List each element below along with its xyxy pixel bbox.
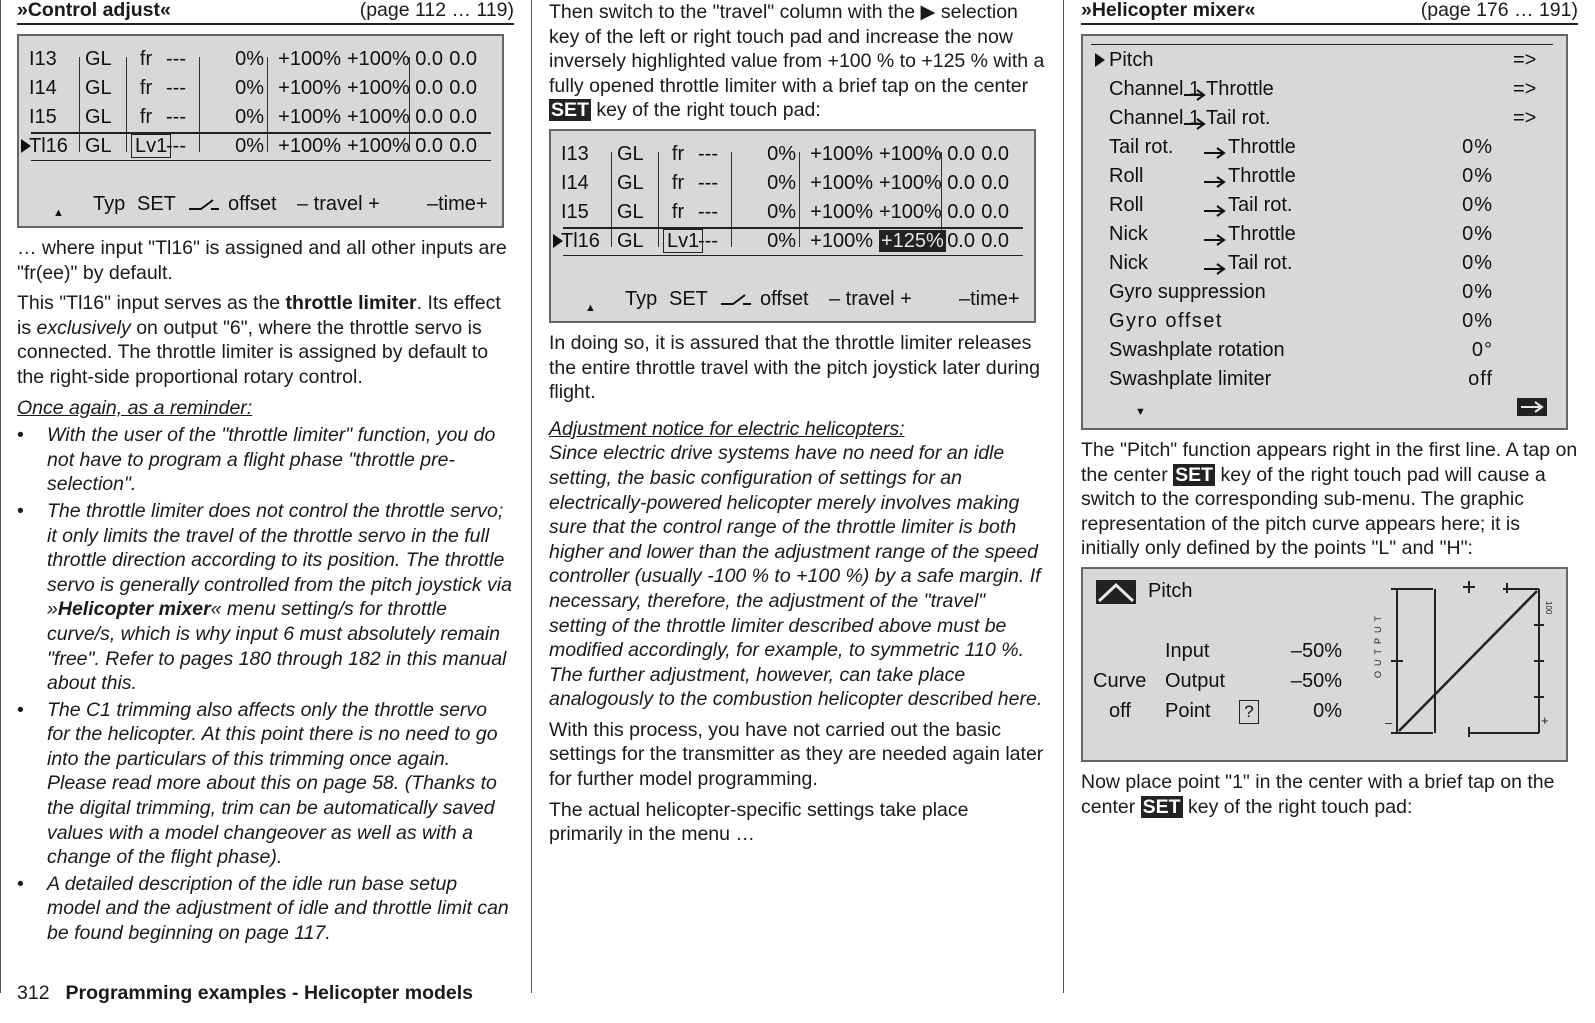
mixer-value: 0%	[1462, 310, 1493, 332]
submenu-arrow: =>	[1513, 107, 1537, 129]
cell-sw: ---	[166, 48, 186, 70]
set-key-label: SET	[1142, 795, 1181, 818]
section-pages: (page 176 … 191)	[1420, 0, 1578, 21]
column-2	[549, 0, 1046, 853]
axis-minus-label: –	[1385, 714, 1393, 730]
mixer-target: Tail rot.	[1228, 194, 1293, 216]
cell-t1: +100%	[810, 229, 873, 252]
mixer-label: Gyro offset	[1109, 310, 1223, 332]
mixer-value: 0%	[1462, 281, 1493, 303]
table-row	[19, 132, 499, 161]
list-item: • The C1 trimming also affects only the throttle servo for the helicopter. At this point there is no need to go into the particulars of this trimming once again. Please read more about this on page 58. (Thanks to the digital trimming, trim can be automatically saved values with a model changeover as well as with a change of the flight phase).	[17, 698, 514, 870]
mixer-value: off	[1468, 368, 1493, 390]
footer-time: –time+	[959, 287, 1020, 310]
cell-type: GL	[85, 77, 112, 99]
mixer-row[interactable]	[1083, 162, 1563, 191]
cell-d1: 0.0	[415, 106, 443, 128]
footer-travel: – travel +	[297, 193, 380, 215]
cell-type: GL	[85, 106, 112, 128]
mixer-label: Pitch	[1109, 49, 1154, 71]
cell-d2: 0.0	[981, 142, 1009, 165]
curve-icon	[1096, 580, 1136, 604]
cell-d1: 0.0	[947, 142, 975, 165]
mixer-row[interactable]	[1083, 133, 1563, 162]
mixer-row[interactable]	[1083, 220, 1563, 249]
cell-input: I14	[561, 171, 589, 194]
submenu-arrow: =>	[1513, 78, 1537, 100]
cell-type: GL	[85, 135, 112, 157]
cell-offset: 0%	[767, 171, 796, 194]
mixer-value: 0%	[1462, 223, 1493, 245]
page-number: 312	[17, 982, 50, 1004]
mixer-target: Throttle	[1206, 78, 1274, 100]
mixer-label: Nick	[1109, 252, 1148, 274]
mixer-target: Throttle	[1228, 136, 1296, 158]
selection-arrow-icon	[1095, 53, 1105, 67]
column-1	[17, 0, 514, 948]
mixer-label: Swashplate limiter	[1109, 368, 1272, 390]
cell-d2: 0.0	[449, 77, 477, 99]
output-axis-label: OUTPUT	[1373, 610, 1383, 678]
cell-set: fr	[139, 48, 153, 70]
page-footer	[17, 982, 473, 1005]
axis-plus-label: +	[1541, 712, 1549, 728]
cell-sw: ---	[166, 77, 186, 99]
mixer-target: Tail rot.	[1228, 252, 1293, 274]
column-3	[1081, 0, 1578, 825]
footer-offset: offset	[228, 193, 277, 215]
mixer-row[interactable]	[1083, 365, 1563, 394]
paragraph-pitch-function: The "Pitch" function appears right in the first line. A tap on the center SET key of the right touch pad will cause a switch to the corresponding sub-menu. The graphic representation of the pitch curve appears here; it is initially only defined by the points "L" and "H":	[1081, 439, 1578, 560]
column-divider-1	[531, 0, 532, 993]
cell-t1: +100%	[278, 106, 341, 128]
axis-top-label: 100	[1544, 600, 1553, 615]
mixer-label: Channel 1	[1109, 78, 1201, 100]
paragraph-helicopter-settings: The actual helicopter-specific settings take place primarily in the menu …	[549, 798, 969, 846]
mixer-label: Gyro suppression	[1109, 281, 1266, 303]
cell-d2: 0.0	[981, 200, 1009, 223]
output-value: –50%	[1290, 669, 1342, 692]
mixer-row[interactable]	[1083, 278, 1563, 307]
cell-t2: +100%	[347, 48, 410, 70]
scroll-up-icon: ▲	[585, 301, 596, 314]
cell-d2: 0.0	[981, 229, 1009, 252]
mixer-label: Channel 1	[1109, 107, 1201, 129]
cell-type: GL	[617, 171, 644, 194]
cell-input: I14	[29, 77, 57, 99]
cell-d2: 0.0	[449, 135, 477, 157]
cell-d2: 0.0	[981, 171, 1009, 194]
reminder-heading: Once again, as a reminder:	[17, 396, 253, 419]
cell-d1: 0.0	[415, 48, 443, 70]
table-row	[551, 198, 1031, 227]
mixer-value: 0%	[1462, 252, 1493, 274]
cell-sw: ---	[698, 171, 718, 194]
cell-offset: 0%	[767, 229, 796, 252]
cell-sw: ---	[166, 135, 186, 157]
mixer-row[interactable]	[1083, 104, 1563, 133]
mixer-value: 0°	[1471, 339, 1493, 361]
paragraph-input-note: … where input "Tl16" is assigned and all other inputs are "fr(ee)" by default.	[17, 237, 507, 284]
submenu-arrow: =>	[1513, 49, 1537, 71]
footer-title: Programming examples - Helicopter models	[65, 982, 473, 1004]
mixer-target: Throttle	[1228, 223, 1296, 245]
section-title: »Control adjust«	[17, 0, 171, 21]
cell-sw: ---	[698, 200, 718, 223]
table-row	[551, 140, 1031, 169]
cell-set: Lv1	[663, 227, 693, 256]
mixer-label: Roll	[1109, 194, 1144, 216]
list-item: • A detailed description of the idle run base setup model and the adjustment of idle and throttle limit can be found beginning on page 117.	[17, 872, 514, 946]
footer-travel: – travel +	[829, 287, 912, 310]
section-title: »Helicopter mixer«	[1081, 0, 1256, 21]
mixer-value: 0%	[1462, 165, 1493, 187]
footer-offset: offset	[760, 287, 809, 310]
column-divider-2	[1063, 0, 1064, 993]
cell-type: GL	[617, 229, 644, 252]
reminder-list	[17, 423, 514, 945]
pitch-curve-screen	[1081, 567, 1568, 762]
footer-set: SET	[669, 287, 708, 310]
table-row	[19, 74, 499, 103]
cell-set: fr	[139, 106, 153, 128]
input-label: Input	[1165, 639, 1210, 662]
mixer-row[interactable]	[1083, 46, 1563, 75]
paragraph-place-point: Now place point "1" in the center with a brief tap on the center SET key of the right touch pad:	[1081, 770, 1555, 818]
cell-input: I15	[29, 106, 57, 128]
paragraph-throttle-release: In doing so, it is assured that the throttle limiter releases the entire throttle travel with the pitch joystick later during flight.	[549, 331, 1040, 404]
control-adjust-screen	[17, 34, 504, 228]
cell-t1: +100%	[278, 77, 341, 99]
mixer-row[interactable]	[1083, 75, 1563, 104]
helicopter-mixer-screen	[1081, 34, 1568, 430]
cell-input: I13	[561, 142, 589, 165]
notice-heading: Adjustment notice for electric helicopters:	[549, 417, 905, 440]
cell-t2: +100%	[347, 106, 410, 128]
cell-d1: 0.0	[415, 135, 443, 157]
mixer-value: 0%	[1462, 194, 1493, 216]
cell-t1: +100%	[810, 200, 873, 223]
cell-t2: +100%	[347, 77, 410, 99]
cell-t1: +100%	[278, 135, 341, 157]
cell-type: GL	[617, 200, 644, 223]
switch-icon	[187, 194, 221, 219]
cell-input: Tl16	[561, 229, 600, 252]
cell-input: I15	[561, 200, 589, 223]
list-item: • The throttle limiter does not control the throttle servo; it only limits the travel of the throttle servo in the full throttle direction according to its position. The throttle servo is generally controlled from the pitch joystick via »Helicopter mixer« menu setting/s for throttle curve/s, which is why input 6 must absolutely remain "free". Refer to pages 180 through 182 in this manual about this.	[17, 499, 514, 696]
cell-d1: 0.0	[947, 171, 975, 194]
cell-set: fr	[671, 142, 685, 165]
pitch-title: Pitch	[1148, 579, 1193, 602]
cell-offset: 0%	[767, 142, 796, 165]
input-value: –50%	[1290, 639, 1342, 662]
cell-d1: 0.0	[947, 229, 975, 252]
cell-type: GL	[85, 48, 112, 70]
footer-set: SET	[137, 193, 176, 215]
control-adjust-screen-travel	[549, 129, 1036, 323]
table-row	[551, 227, 1031, 256]
mixer-row[interactable]	[1083, 191, 1563, 220]
cell-t2: +100%	[879, 171, 942, 194]
cell-d1: 0.0	[415, 77, 443, 99]
paragraph-throttle-limiter: This "Tl16" input serves as the throttle limiter. Its effect is exclusively on output "6", where the throttle servo is connected. The throttle limiter is assigned by default to the right-side proportional rotary control.	[17, 292, 501, 388]
cell-offset: 0%	[235, 106, 264, 128]
footer-time: –time+	[427, 193, 488, 215]
paragraph-basic-settings: With this process, you have not carried out the basic settings for the transmitter as they are needed again later for further model programming.	[549, 718, 1044, 791]
set-key-label: SET	[551, 99, 589, 122]
point-id: ?	[1239, 700, 1259, 724]
cell-offset: 0%	[767, 200, 796, 223]
table-row	[19, 103, 499, 132]
electric-notice: Adjustment notice for electric helicopters: Since electric drive systems have no need for an idle setting, the basic configuration of settings for an electrically-powered helicopter merely involves making sure that the control range of the throttle limiter is both higher and lower than the adjustment range of the speed controller (usually -100 % to +100 %) by a safe margin. If necessary, therefore, the adjustment of the "travel" setting of the throttle limiter described above must be modified accordingly, for example, to symmetric 110 %. The further adjustment, however, can take place analogously to the combustion helicopter described here.	[549, 417, 1043, 711]
set-key-label: SET	[1175, 463, 1214, 486]
cell-offset: 0%	[235, 135, 264, 157]
section-pages: (page 112 … 119)	[359, 0, 514, 21]
mixer-target: Throttle	[1228, 165, 1296, 187]
cell-t2: +100%	[347, 135, 410, 157]
scroll-down-icon: ▼	[1135, 406, 1146, 418]
cell-sw: ---	[698, 229, 718, 252]
cell-t2: +100%	[879, 142, 942, 165]
cell-set: fr	[671, 171, 685, 194]
scroll-up-icon: ▲	[53, 207, 64, 219]
section-header-control-adjust	[17, 0, 514, 25]
cell-offset: 0%	[235, 77, 264, 99]
table-row	[551, 169, 1031, 198]
table-row	[19, 45, 499, 74]
paragraph-travel-instructions: Then switch to the "travel" column with the ▶ selection key of the left or right touch pad and increase the now inversely highlighted value from +100 % to +125 % with a fully opened throttle limiter with a brief tap on the center SET key of the right touch pad:	[549, 1, 1045, 122]
mixer-row[interactable]	[1083, 249, 1563, 278]
cell-d2: 0.0	[449, 48, 477, 70]
cell-t1: +100%	[278, 48, 341, 70]
cell-t2: +100%	[879, 200, 942, 223]
mixer-row[interactable]	[1083, 336, 1563, 365]
cell-t1: +100%	[810, 171, 873, 194]
cell-set: fr	[671, 200, 685, 223]
footer-typ: Typ	[93, 193, 126, 215]
mixer-target: Tail rot.	[1206, 107, 1271, 129]
list-item: • With the user of the "throttle limiter" function, you do not have to program a flight phase "throttle pre-selection".	[17, 423, 514, 497]
cell-type: GL	[617, 142, 644, 165]
cell-d2: 0.0	[449, 106, 477, 128]
cell-sw: ---	[698, 142, 718, 165]
mixer-label: Swashplate rotation	[1109, 339, 1285, 361]
mixer-label: Nick	[1109, 223, 1148, 245]
cell-d1: 0.0	[947, 200, 975, 223]
mixer-label: Roll	[1109, 165, 1144, 187]
pitch-curve-graph	[1373, 575, 1563, 753]
next-page-icon[interactable]	[1517, 398, 1547, 416]
curve-state: off	[1109, 699, 1131, 722]
cell-input: Tl16	[29, 135, 68, 157]
output-label: Output	[1165, 669, 1226, 692]
point-value: 0%	[1313, 699, 1342, 722]
cell-input: I13	[29, 48, 57, 70]
footer-typ: Typ	[625, 287, 658, 310]
mixer-value: 0%	[1462, 136, 1493, 158]
section-header-helicopter-mixer	[1081, 0, 1578, 25]
cell-t1: +100%	[810, 142, 873, 165]
cell-offset: 0%	[235, 48, 264, 70]
point-label: Point	[1165, 699, 1211, 722]
cell-set: fr	[139, 77, 153, 99]
mixer-row[interactable]	[1083, 307, 1563, 336]
cell-set: Lv1	[131, 132, 161, 161]
curve-label: Curve	[1093, 669, 1147, 692]
cell-t2: +125%	[881, 229, 944, 252]
mixer-label: Tail rot.	[1109, 136, 1174, 158]
switch-icon	[719, 289, 753, 314]
left-page-rule	[0, 0, 1, 993]
cell-sw: ---	[166, 106, 186, 128]
